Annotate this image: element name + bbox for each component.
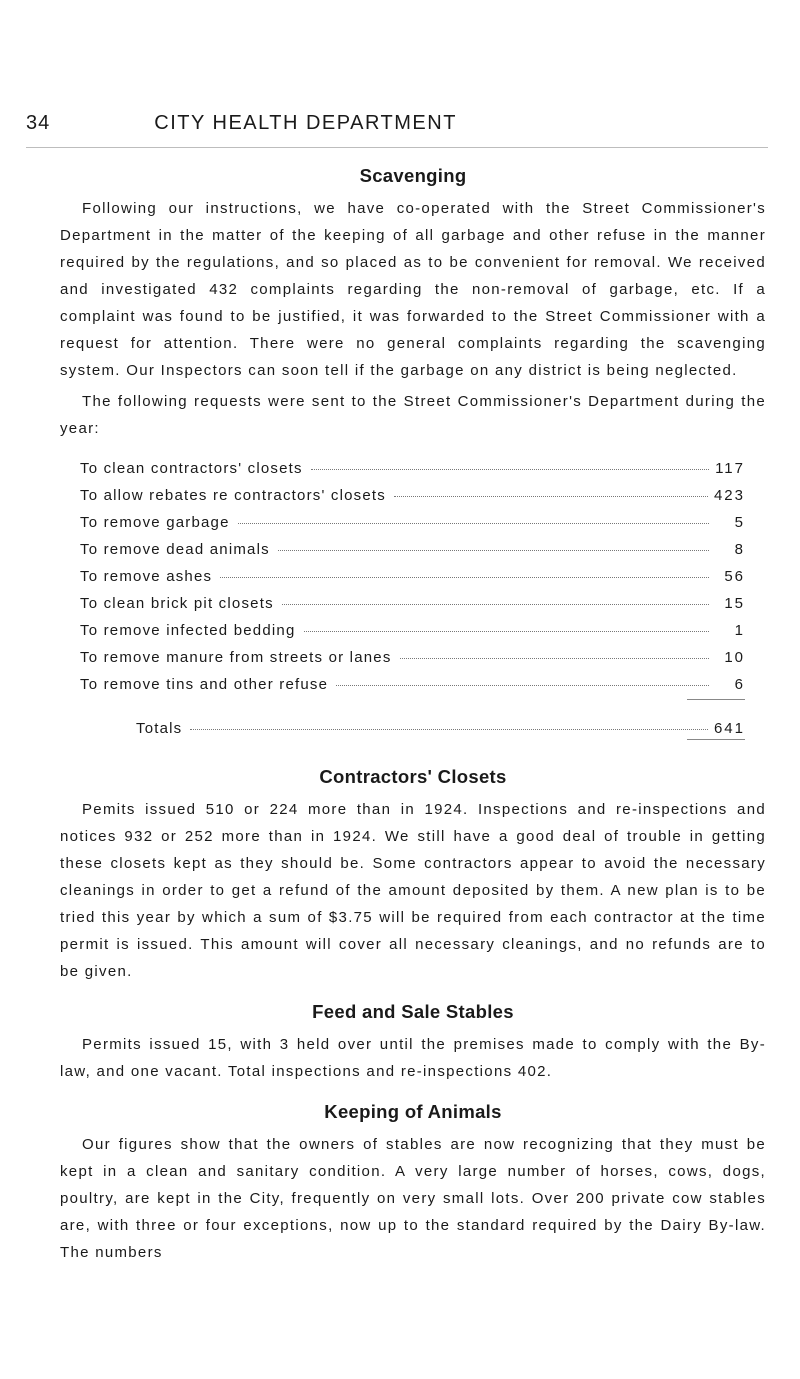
- request-row: [80, 585, 745, 612]
- request-row: [80, 477, 745, 504]
- request-count: 1: [734, 622, 745, 639]
- totals-count: 641: [713, 720, 745, 737]
- animals-heading: Keeping of Animals: [324, 1101, 502, 1122]
- totals-label: Totals: [136, 720, 183, 737]
- dot-leader: [238, 523, 709, 524]
- scavenging-heading: Scavenging: [359, 165, 467, 186]
- request-label: To remove manure from streets or lanes: [80, 649, 392, 666]
- request-row: [80, 558, 745, 585]
- request-count: 56: [724, 568, 745, 585]
- request-count: 117: [715, 460, 745, 477]
- request-label: To remove dead animals: [80, 541, 270, 558]
- animals-paragraph: Our figures show that the owners of stables are now recognizing that they must be kept in a clean and sanitary condition. A very large number of horses, cows, dogs, poultry, are kept in the City, frequently on very small lots. Over 200 private cow stables are, with three or four exceptions, now up to the standard required by the Dairy By-law. The numbers: [60, 1136, 766, 1261]
- page-header: [26, 112, 768, 148]
- request-label: To remove infected bedding: [80, 622, 296, 639]
- request-count: 15: [724, 595, 745, 612]
- dot-leader: [220, 577, 709, 578]
- request-row: [80, 504, 745, 531]
- dot-leader: [278, 550, 709, 551]
- sum-rule-top: [687, 699, 745, 700]
- request-label: To remove garbage: [80, 514, 230, 531]
- page-body: [60, 165, 766, 1266]
- dot-leader: [304, 631, 710, 632]
- request-count: 8: [734, 541, 745, 558]
- request-count: 423: [713, 487, 745, 504]
- stables-paragraph: Permits issued 15, with 3 held over until the premises made to comply with the By-law, and one vacant. Total inspections and re-inspections 402.: [60, 1036, 766, 1080]
- request-count: 5: [734, 514, 745, 531]
- contractors-paragraph: Pemits issued 510 or 224 more than in 1924. Inspections and re-inspections and notices 932 or 252 more than in 1924. We still have a good deal of trouble in getting these closets kept as they should be. Some contractors appear to avoid the necessary cleanings in order to get a refund of the amount deposited by them. A new plan is to be tried this year by which a sum of $3.75 will be required from each contractor at the time permit is issued. This amount will cover all necessary cleanings, and no refunds are to be given.: [60, 801, 766, 980]
- contractors-heading: Contractors' Closets: [319, 766, 507, 787]
- request-row: [80, 666, 745, 693]
- request-label: To clean brick pit closets: [80, 595, 274, 612]
- page-number: 34: [26, 112, 51, 134]
- request-row: [80, 450, 745, 477]
- dot-leader: [400, 658, 709, 659]
- request-row: [80, 612, 745, 639]
- dot-leader: [190, 729, 708, 730]
- request-label: To remove tins and other refuse: [80, 676, 329, 693]
- running-head-title: CITY HEALTH DEPARTMENT: [154, 112, 457, 134]
- request-row: [80, 639, 745, 666]
- scavenging-paragraph-2: The following requests were sent to the Street Commissioner's Department during the year:: [60, 393, 766, 437]
- dot-leader: [394, 496, 708, 497]
- dot-leader: [311, 469, 709, 470]
- totals-row: [80, 710, 745, 737]
- request-label: To clean contractors' closets: [80, 460, 303, 477]
- request-count: 10: [724, 649, 745, 666]
- request-label: To allow rebates re contractors' closets: [80, 487, 386, 504]
- requests-table: [80, 450, 745, 740]
- stables-heading: Feed and Sale Stables: [312, 1001, 514, 1022]
- request-count: 6: [734, 676, 745, 693]
- scavenging-paragraph-1: Following our instructions, we have co-operated with the Street Commissioner's Department in the matter of the keeping of all garbage and other refuse in the manner required by the regulations, and so placed as to be convenient for removal. We received and investigated 432 complaints regarding the non-removal of garbage, etc. If a complaint was found to be justified, it was forwarded to the Street Commissioner with a request for attention. There were no general complaints regarding the scavenging system. Our Inspectors can soon tell if the garbage on any district is being neglected.: [60, 200, 766, 379]
- request-label: To remove ashes: [80, 568, 213, 585]
- request-row: [80, 531, 745, 558]
- dot-leader: [336, 685, 709, 686]
- dot-leader: [282, 604, 709, 605]
